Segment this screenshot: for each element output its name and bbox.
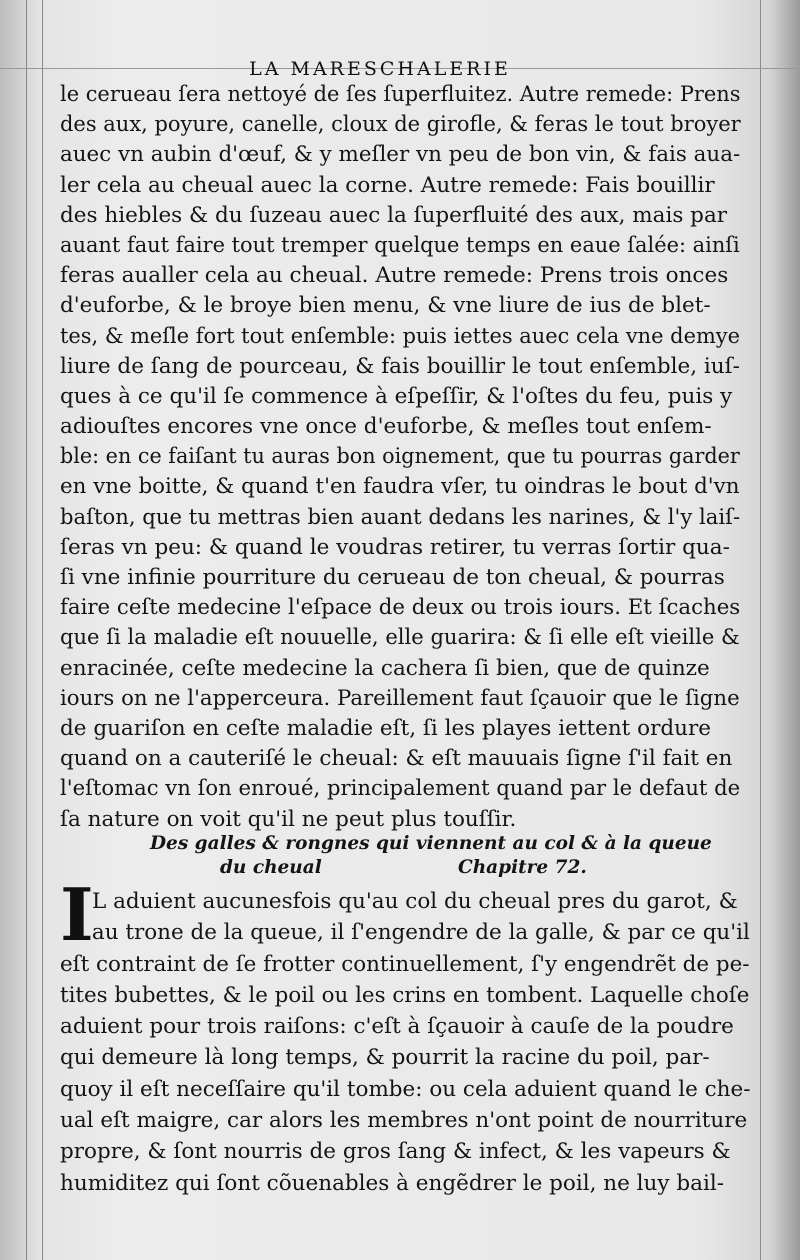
page-edge-line [760,0,761,1260]
text-line: ſi vne infinie pourriture du cerueau de ton cheual, & pourras [60,565,725,590]
text-line: baſton, que tu mettras bien auant dedans les narines, & l'y laiſ- [60,504,741,530]
text-line: eſt contraint de ſe frotter continuellement, ſ'y engendrẽt de pe- [60,951,750,977]
text-line: propre, & ſont nourris de gros ſang & infect, & les vapeurs & [60,1139,731,1165]
text-line: le cerueau ſera nettoyé de ſes ſuperfluitez. Autre remede: Prens [60,82,741,107]
page-edge-line [42,0,43,1260]
text-line: enracinée, ceſte medecine la cachera ſi bien, que de quinze [60,655,710,681]
text-line: qui demeure là long temps, & pourrit la racine du poil, par- [60,1045,710,1071]
text-line: humiditez qui ſont cõuenables à engẽdrer le poil, ne luy bail- [60,1170,724,1196]
text-line: L aduient aucunesfois qu'au col du cheual pres du garot, & [92,889,738,914]
text-line: que ſi la maladie eſt nouuelle, elle guarira: & ſi elle eſt vieille & [60,625,740,651]
text-line: en vne boitte, & quand t'en faudra vſer, tu oindras le bout d'vn [60,474,740,500]
text-line: de guariſon en ceſte maladie eſt, ſi les playes iettent ordure [60,715,711,741]
text-line: faire ceſte medecine l'eſpace de deux ou trois iours. Et ſcaches [60,595,741,621]
text-line: des aux, poyure, canelle, cloux de girofle, & feras le tout broyer [60,112,741,138]
body-text-part1 [60,80,740,835]
text-line: feras aualler cela au cheual. Autre remede: Prens trois onces [60,263,729,289]
text-line: l'eſtomac vn ſon enroué, principalement quand par le defaut de [60,776,741,802]
text-line: ſeras vn peu: & quand le voudras retirer, tu verras ſortir qua- [60,534,730,560]
drop-cap: I [60,872,94,957]
chapter-title-line-2: du cheual [220,857,322,878]
chapter-number: Chapitre 72. [458,857,587,878]
text-line: des hiebles & du ſuzeau auec la ſuperfluité des aux, mais par [60,202,728,228]
text-line: liure de ſang de pourceau, & fais bouillir le tout enſemble, iuſ- [60,353,740,379]
text-line: auant faut faire tout tremper quelque temps en eaue ſalée: ainſi [60,232,740,258]
body-text-part2 [60,872,751,1199]
text-line: au trone de la queue, il ſ'engendre de la galle, & par ce qu'il [91,920,750,946]
text-line: quoy il eſt neceſſaire qu'il tombe: ou cela aduient quand le che- [60,1076,751,1102]
running-head: LA MARESCHALERIE [249,58,511,80]
text-line: d'euforbe, & le broye bien menu, & vne liure de ius de blet- [60,293,711,319]
text-line: ques à ce qu'il ſe commence à eſpeſſir, & l'oſtes du feu, puis y [60,383,733,409]
text-line: ble: en ce faiſant tu auras bon oignement, que tu pourras garder [60,444,740,470]
text-line: ler cela au cheual auec la corne. Autre remede: Fais bouillir [60,172,715,198]
chapter-title-line-1: Des galles & rongnes qui viennent au col & à la queue [150,833,712,854]
page-edge-line [26,0,27,1260]
text-line: tes, & meſle fort tout enſemble: puis iettes auec cela vne demye [60,323,740,349]
text-line: quand on a cauteriſé le cheual: & eſt mauuais ſigne ſ'il fait en [60,746,733,772]
text-line: iours on ne l'apperceura. Pareillement faut ſçauoir que le ſigne [60,685,740,711]
text-line: tites bubettes, & le poil ou les crins en tombent. Laquelle choſe [60,982,750,1008]
text-line: ual eſt maigre, car alors les membres n'ont point de nourriture [60,1108,748,1134]
text-line: auec vn aubin d'œuf, & y meſler vn peu de bon vin, & fais aua- [60,142,741,168]
text-line: aduient pour trois raiſons: c'eſt à ſçauoir à cauſe de la poudre [60,1014,734,1040]
text-line: ſa nature on voit qu'il ne peut plus touſſir. [60,806,517,832]
chapter-heading [150,832,750,880]
text-line: adiouſtes encores vne once d'euforbe, & meſles tout enſem- [60,414,712,440]
